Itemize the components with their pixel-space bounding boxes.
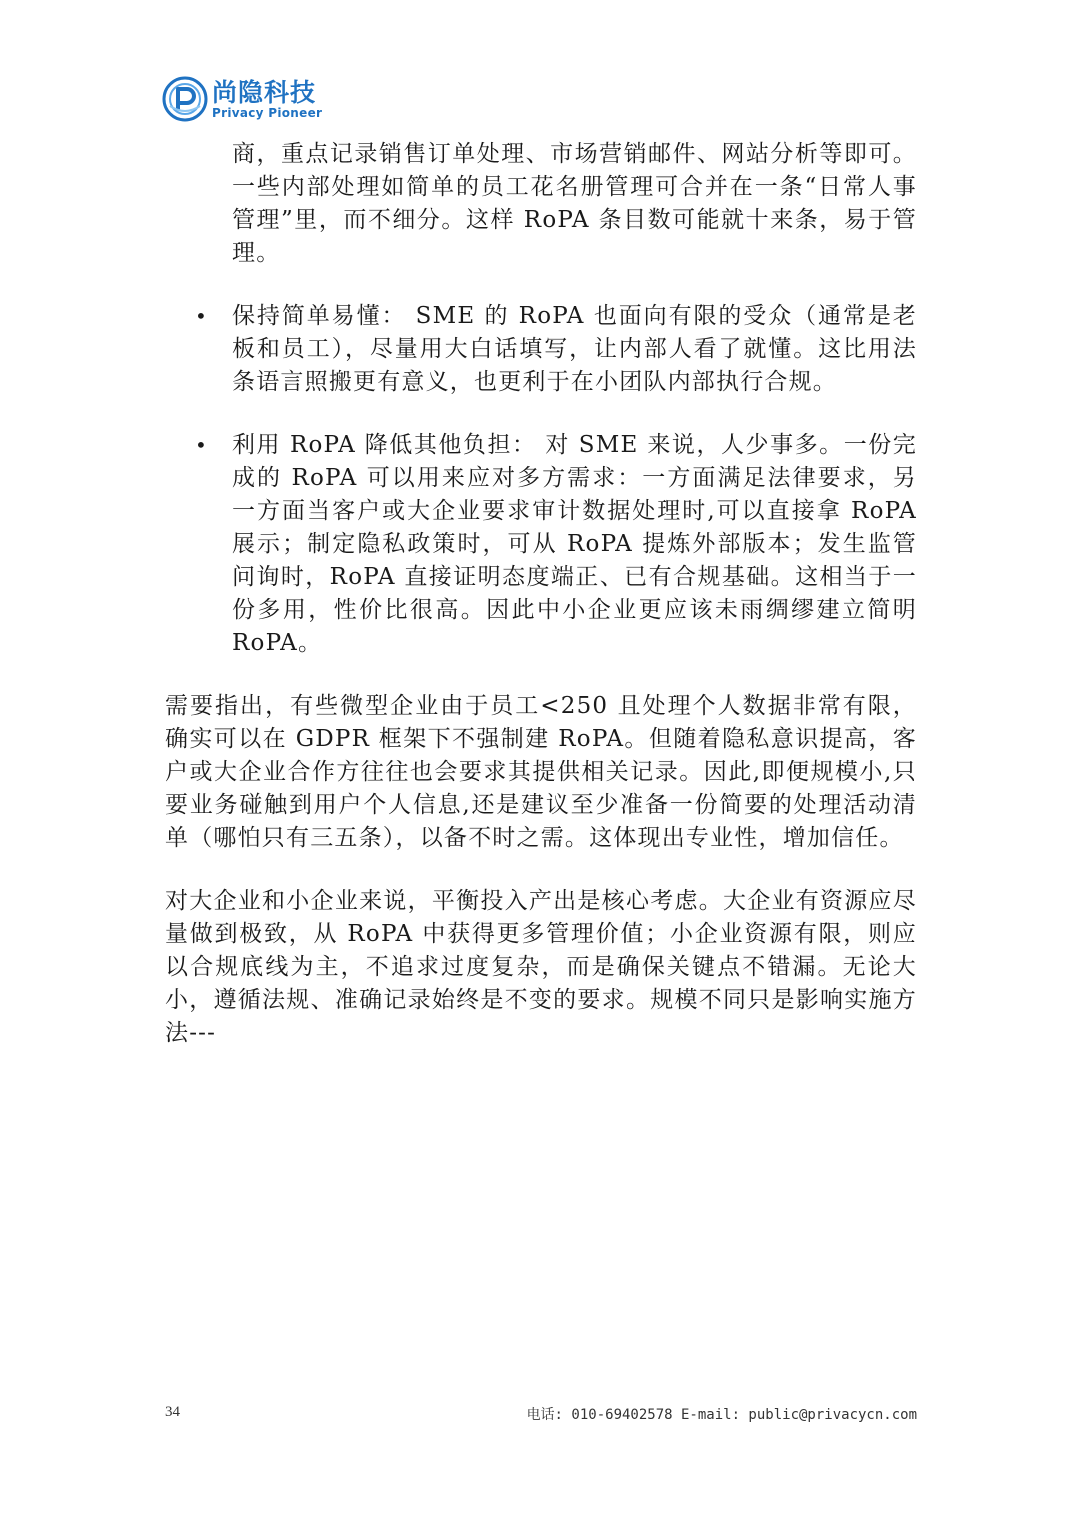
page-number: 34 — [165, 1404, 180, 1420]
bullet-dot-icon: • — [195, 433, 208, 457]
paragraph-conclusion: 对大企业和小企业来说，平衡投入产出是核心考虑。大企业有资源应尽量做到极致，从 RoPA 中获得更多管理价值；小企业资源有限，则应以合规底线为主，不追求过度复杂，而是确保关键点不错漏。无论大小，遵循法规、准确记录始终是不变的要求。规模不同只是影响实施方法--- — [165, 888, 917, 1046]
paragraph-micro-enterprise: 需要指出，有些微型企业由于员工<250 且处理个人数据非常有限，确实可以在 GDPR 框架下不强制建 RoPA。但随着隐私意识提高，客户或大企业合作方往往也会要求其提供相关记录。因此,即便规模小,只要业务碰触到用户个人信息,还是建议至少准备一份简要的处理活动清单（哪怕只有三五条），以备不时之需。这体现出专业性，增加信任。 — [165, 693, 917, 851]
continued-bullet-text: 商，重点记录销售订单处理、市场营销邮件、网站分析等即可。一些内部处理如简单的员工花名册管理可合并在一条“日常人事管理”里，而不细分。这样 RoPA 条目数可能就十来条，易于管理。 — [232, 141, 917, 266]
bullet-text: 保持简单易懂： SME 的 RoPA 也面向有限的受众（通常是老板和员工），尽量用大白话填写，让内部人看了就懂。这比用法条语言照搬更有意义，也更利于在小团队内部执行合规。 — [232, 303, 917, 395]
bullet-text: 利用 RoPA 降低其他负担： 对 SME 来说，人少事多。一份完成的 RoPA 可以用来应对多方需求：一方面满足法律要求，另一方面当客户或大企业要求审计数据处理时,可以直接拿 RoPA 展示；制定隐私政策时，可从 RoPA 提炼外部版本；发生监管问询时，RoPA 直接证明态度端正、已有合规基础。这相当于一份多用，性价比很高。因此中小企业更应该未雨绸缪建立简明 RoPA。 — [232, 432, 917, 656]
bullet-dot-icon: • — [195, 304, 208, 328]
bullet-list — [165, 300, 917, 660]
privacy-pioneer-logo-icon — [162, 76, 208, 122]
bullet-item-reduce-burden — [165, 429, 917, 660]
company-logo — [162, 74, 322, 124]
footer-contact: 电话: 010-69402578 E-mail: public@privacycn.com — [526, 1407, 917, 1423]
document-body — [165, 138, 917, 1080]
logo-english-name: Privacy Pioneer — [212, 105, 323, 120]
logo-chinese-name: 尚隐科技 — [212, 77, 317, 107]
bullet-item-keep-simple — [165, 300, 917, 399]
